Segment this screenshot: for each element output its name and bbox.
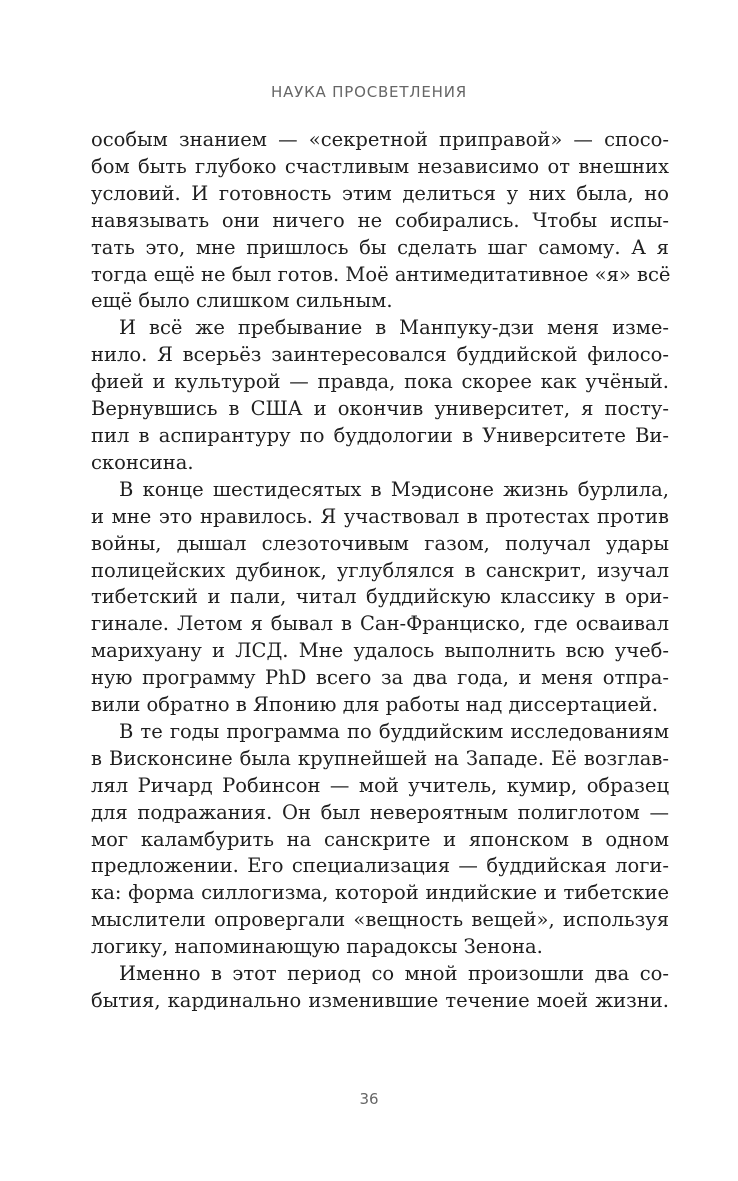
text-line: И всё же пребывание в Манпуку-дзи меня изме- [119,316,669,340]
text-line: сконсина. [91,450,194,474]
text-line: фией и культурой — правда, пока скорее как учёный. [91,370,669,394]
text-line: ка: форма силлогизма, которой индийские и тибетские [91,881,669,905]
text-line: для подражания. Он был невероятным полиглотом — [91,800,669,824]
paragraph [91,719,669,961]
text-line: марихуану и ЛСД. Мне удалось выполнить всю учеб- [91,639,669,663]
text-line: и мне это нравилось. Я участвовал в протестах против [91,504,669,528]
text-line: логику, напоминающую парадоксы Зенона. [91,935,543,959]
text-line: войны, дышал слезоточивым газом, получал удары [91,531,669,555]
text-line: мыслители опровергали «вещность вещей», используя [91,908,669,932]
text-line: тать это, мне пришлось бы сделать шаг самому. А я [91,235,669,259]
text-line: пил в аспирантуру по буддологии в Университете Ви- [91,423,669,447]
text-line: бытия, кардинально изменившие течение моей жизни. [91,989,669,1012]
text-line: навязывать они ничего не собирались. Чтобы испы- [91,208,669,232]
running-header: НАУКА ПРОСВЕТЛЕНИЯ [271,83,467,101]
paragraph [91,315,669,476]
text-line: ещё было слишком сильным. [91,289,393,313]
text-line: Вернувшись в США и окончив университет, я посту- [91,397,669,421]
paragraph [91,127,669,315]
text-line: мог каламбурить на санскрите и японском в одном [91,827,669,851]
text-line: тогда ещё не был готов. Моё антимедитативное «я» всё [91,262,671,286]
paragraph [91,477,669,719]
paragraph [91,961,669,1015]
body-text [91,127,669,1015]
text-line: гинале. Летом я бывал в Сан-Франциско, где осваивал [91,612,669,636]
text-line: в Висконсине была крупнейшей на Западе. Её возглав- [91,746,669,770]
text-line: особым знанием — «секретной приправой» — спосо- [91,128,669,151]
text-line: полицейских дубинок, углублялся в санскрит, изучал [91,558,669,582]
page-number: 36 [359,1090,379,1108]
text-line: бом быть глубоко счастливым независимо от внешних [91,154,669,178]
text-line: В конце шестидесятых в Мэдисоне жизнь бурлила, [119,477,669,501]
text-line: лял Ричард Робинсон — мой учитель, кумир, образец [91,773,669,797]
text-line: Именно в этот период со мной произошли два со- [119,962,669,986]
text-line: условий. И готовность этим делиться у них была, но [91,181,669,205]
text-line: В те годы программа по буддийским исследованиям [119,719,669,743]
text-line: вили обратно в Японию для работы над диссертацией. [91,693,659,717]
text-line: предложении. Его специализация — буддийская логи- [91,854,669,878]
text-line: ную программу PhD всего за два года, и меня отпра- [91,666,669,690]
text-line: нило. Я всерьёз заинтересовался буддийской филосо- [91,343,669,367]
text-line: тибетский и пали, читал буддийскую классику в ори- [91,585,669,609]
